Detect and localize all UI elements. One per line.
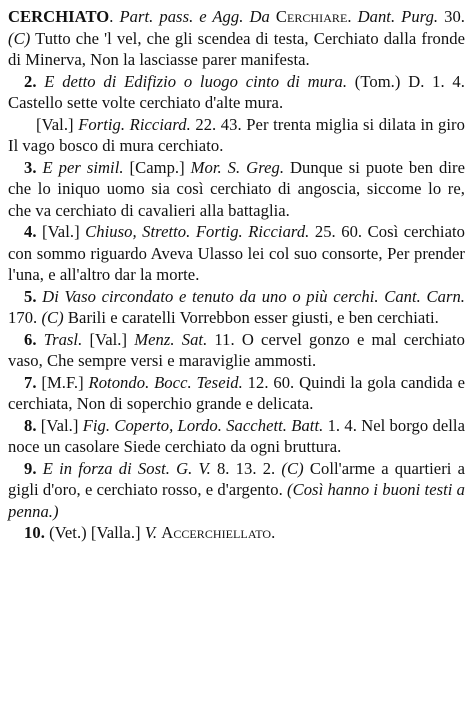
entry-text: . — [271, 523, 276, 542]
headword: CERCHIATO — [8, 7, 110, 26]
entry-sense-paragraph — [8, 71, 465, 114]
italic-gloss: Fortig. Ricciard. — [78, 114, 191, 134]
entry-text: 1. 4. Nel borgo della noce un casolare Siede cerchiato da ogni bruttura. — [8, 415, 465, 456]
italic-gloss: Mor. S. Greg. — [190, 157, 285, 177]
italic-gloss: Rotondo. Bocc. Teseid. — [88, 372, 243, 392]
entry-text: Barili e caratelli Vorrebbon esser giusti, e ben cerchiati. — [63, 308, 439, 327]
italic-gloss: E per simil. — [42, 157, 124, 177]
entry-sense-paragraph — [8, 522, 465, 544]
entry-text — [37, 330, 44, 349]
italic-gloss: (C) — [41, 308, 64, 327]
small-caps-reference: Accerchiellato — [161, 523, 272, 542]
sense-number: 8. — [24, 415, 37, 435]
entry-text: 8. 13. 2. — [210, 458, 282, 478]
entry-text: Tutto che 'l vel, che gli scendea di testa, Cerchiato dalla fronde di Minerva, Non la lasciasse parer manifesta. — [8, 28, 465, 69]
entry-sense-paragraph — [8, 415, 465, 458]
entry-text: (Vet.) [Valla.] — [44, 523, 145, 542]
entry-text: [Camp.] — [123, 157, 191, 177]
entry-text: 22. 43. Per trenta miglia si dilata in giro Il vago bosco di mura cerchiato. — [8, 114, 465, 155]
italic-gloss: V. — [144, 523, 158, 542]
sense-number: 2. — [24, 71, 37, 91]
sense-number: 4. — [24, 222, 37, 241]
italic-gloss: (Così hanno i buoni testi a penna.) — [8, 480, 466, 521]
entry-text: 12. 60. Quindi la gola candida e cerchiata, Non di soperchio grande e delicata. — [8, 372, 465, 413]
sense-number: 5. — [24, 286, 37, 306]
entry-text: [M.F.] — [36, 372, 89, 392]
sense-number: 9. — [24, 458, 37, 478]
entry-sense-paragraph — [8, 221, 465, 286]
entry-sense-paragraph — [8, 458, 465, 523]
entry-text: [Val.] — [36, 415, 83, 435]
entry-text: . — [347, 7, 358, 26]
sense-number: 10. — [24, 523, 45, 542]
entry-text: (Tom.) D. 1. 4. Castello sette volte cerchiato d'alte mura. — [8, 71, 465, 112]
italic-gloss: E in forza di Sost. G. V. — [42, 458, 211, 478]
entry-sense-paragraph — [8, 372, 465, 415]
entry-headword-paragraph — [8, 6, 465, 71]
entry-text: 30. — [438, 7, 466, 26]
entry-text: [Val.] — [36, 222, 86, 241]
sense-number: 7. — [24, 372, 37, 392]
italic-gloss: (C) — [8, 28, 31, 48]
entry-sense-paragraph — [8, 329, 465, 372]
entry-text: . — [109, 7, 120, 26]
entry-text: 11. O cervel gonzo e mal cerchiato vaso, Che sempre versi e maraviglie ammosti. — [8, 329, 465, 370]
italic-gloss: Part. pass. e Agg. Da — [119, 7, 276, 26]
italic-gloss: Dant. Purg. — [357, 7, 439, 26]
italic-gloss: E detto di Edifizio o luogo cinto di mura. — [44, 71, 348, 91]
entry-text: 25. 60. Così cerchiato con sommo riguardo Aveva Ulasso lei col suo consorte, Per prender l'una, e all'altro dar la morte. — [8, 222, 465, 284]
sense-number: 6. — [24, 329, 37, 349]
italic-gloss: Chiuso, Stretto. Fortig. Ricciard. — [85, 222, 310, 241]
entry-text: [Val.] — [82, 329, 135, 349]
sense-number: 3. — [24, 157, 37, 177]
entry-text: Dunque si puote ben dire che lo iniquo uomo sia così cerchiato di angoscia, siccome lo re, che va cerchiato di cavalieri alla battaglia. — [8, 157, 465, 220]
entry-text: 170. — [8, 308, 42, 327]
italic-gloss: Menz. Sat. — [134, 329, 208, 349]
entry-sense-paragraph — [8, 286, 465, 329]
italic-gloss: Di Vaso circondato e tenuto da uno o più cerchi. Cant. Carn. — [42, 286, 465, 306]
small-caps-reference: Cerchiare — [275, 7, 348, 26]
entry-sense-paragraph — [8, 114, 465, 157]
entry-text: [Val.] — [36, 114, 79, 134]
italic-gloss: (C) — [281, 458, 304, 478]
italic-gloss: Trasl. — [43, 329, 83, 349]
italic-gloss: Fig. Coperto, Lordo. Sacchett. Batt. — [82, 415, 324, 435]
entry-text: Coll'arme a quartieri a gigli d'oro, e cerchiato rosso, e d'argento. — [8, 458, 466, 499]
entry-sense-paragraph — [8, 157, 465, 222]
